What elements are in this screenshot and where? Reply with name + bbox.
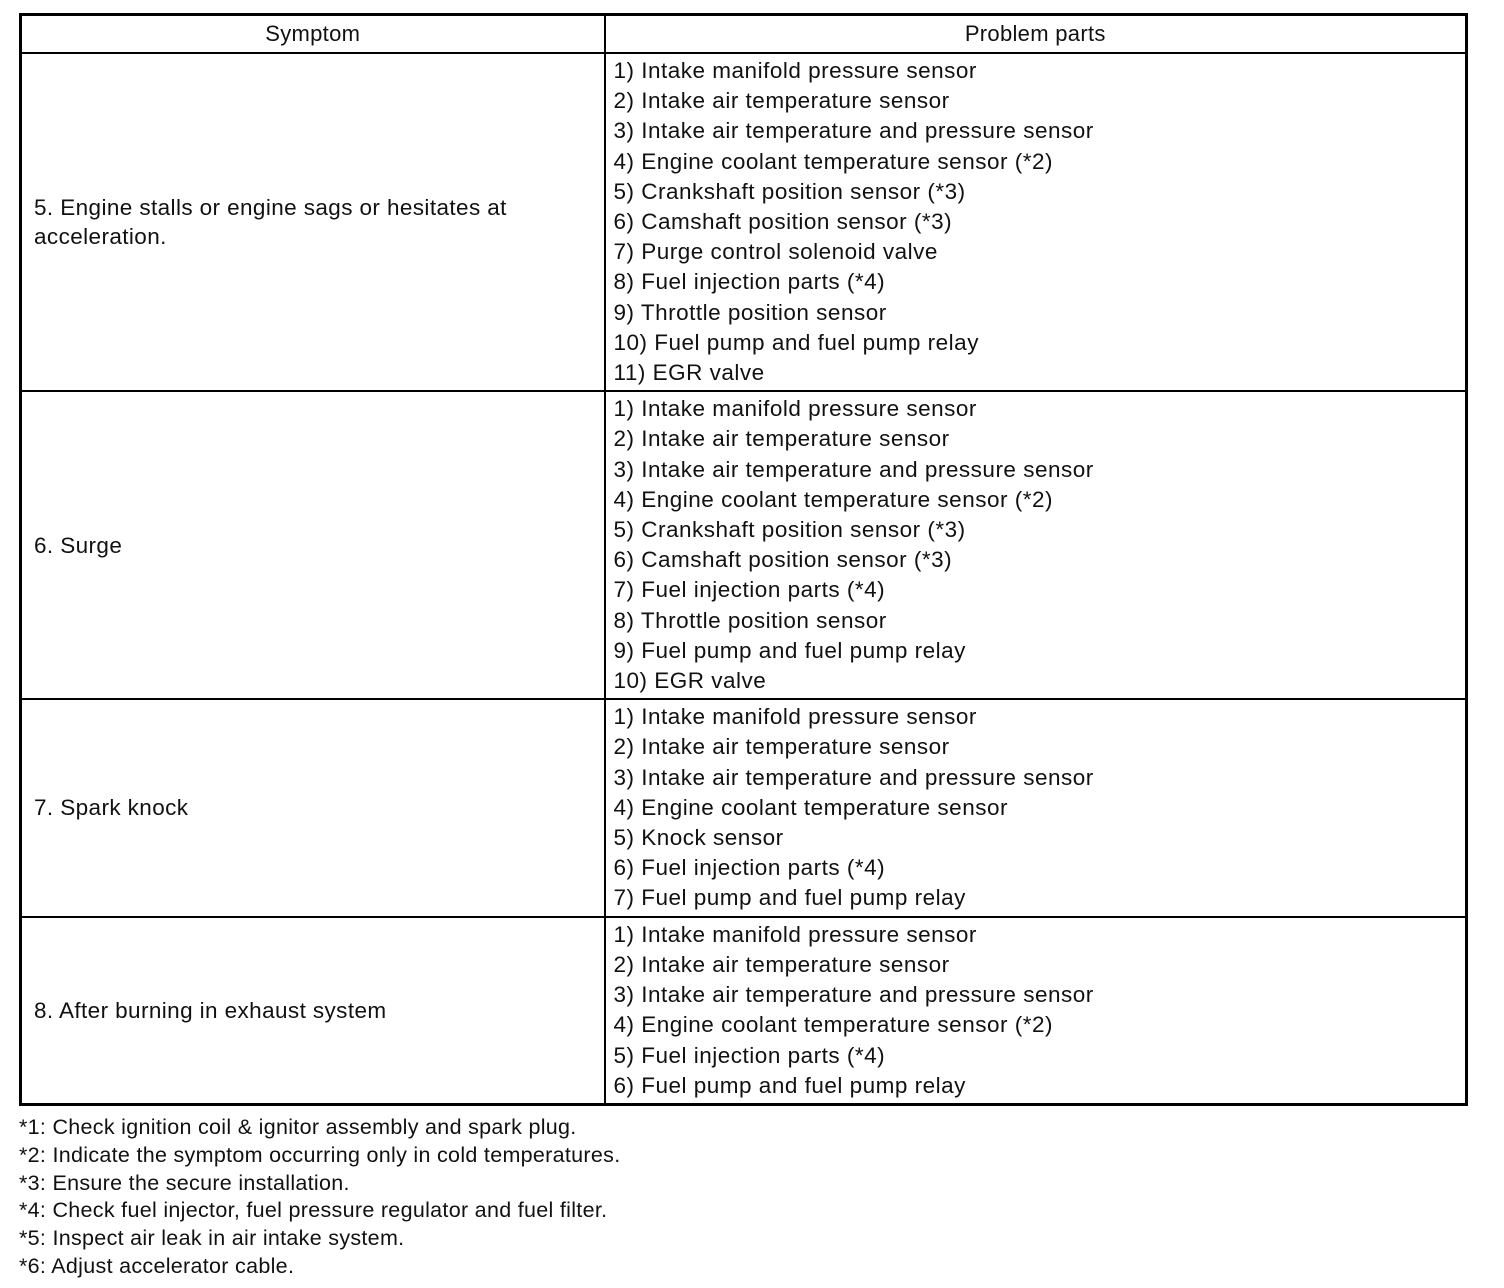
problem-part-item: 4) Engine coolant temperature sensor (*2) — [613, 486, 1053, 512]
problem-part-item: 5) Crankshaft position sensor (*3) — [613, 517, 966, 543]
problem-part-item: 2) Intake air temperature sensor — [613, 426, 950, 452]
table-body — [21, 53, 1467, 1104]
problem-part-item: 2) Intake air temperature sensor — [613, 734, 950, 760]
problem-part-item: 5) Knock sensor — [613, 825, 784, 851]
footnote-item: *1: Check ignition coil & ignitor assembly and spark plug. — [19, 1115, 577, 1139]
header-symptom: Symptom — [21, 15, 605, 54]
table-row — [21, 699, 1467, 916]
footnote-item: *2: Indicate the symptom occurring only in cold temperatures. — [19, 1142, 621, 1167]
problem-part-item: 3) Intake air temperature and pressure sensor — [613, 982, 1094, 1008]
footnote-item: *5: Inspect air leak in air intake system. — [19, 1226, 405, 1251]
symptom-cell: 6. Surge — [21, 391, 605, 699]
diagnosis-table — [19, 13, 1468, 1106]
problem-part-item: 6) Camshaft position sensor (*3) — [613, 547, 953, 573]
problem-part-item: 6) Fuel injection parts (*4) — [613, 855, 886, 881]
problem-parts-cell — [605, 53, 1467, 391]
symptom-cell: 5. Engine stalls or engine sags or hesitates at acceleration. — [21, 53, 605, 391]
problem-part-item: 6) Fuel pump and fuel pump relay — [613, 1072, 966, 1098]
problem-part-item: 9) Fuel pump and fuel pump relay — [613, 637, 966, 663]
problem-part-item: 3) Intake air temperature and pressure sensor — [613, 118, 1094, 144]
problem-part-item: 7) Purge control solenoid valve — [613, 239, 938, 265]
problem-part-item: 7) Fuel pump and fuel pump relay — [613, 885, 966, 911]
problem-part-item: 4) Engine coolant temperature sensor — [613, 794, 1008, 820]
problem-parts-list — [614, 920, 1458, 1101]
symptom-cell: 7. Spark knock — [21, 699, 605, 916]
problem-part-item: 3) Intake air temperature and pressure sensor — [613, 764, 1094, 790]
problem-part-item: 2) Intake air temperature sensor — [613, 88, 950, 114]
header-problem-parts: Problem parts — [605, 15, 1467, 54]
problem-part-item: 10) Fuel pump and fuel pump relay — [613, 329, 979, 355]
problem-parts-cell — [605, 391, 1467, 699]
problem-parts-list — [614, 394, 1458, 696]
symptom-cell: 8. After burning in exhaust system — [21, 917, 605, 1105]
problem-part-item: 4) Engine coolant temperature sensor (*2) — [613, 1012, 1053, 1038]
problem-part-item: 10) EGR valve — [613, 668, 767, 694]
problem-part-item: 5) Crankshaft position sensor (*3) — [613, 178, 966, 204]
problem-part-item: 8) Fuel injection parts (*4) — [613, 269, 886, 295]
problem-part-item: 1) Intake manifold pressure sensor — [613, 704, 977, 730]
problem-part-item: 4) Engine coolant temperature sensor (*2) — [613, 148, 1053, 174]
table-row — [21, 391, 1467, 699]
problem-parts-cell — [605, 917, 1467, 1105]
footnote-item: *4: Check fuel injector, fuel pressure regulator and fuel filter. — [19, 1198, 608, 1223]
footnote-item: *6: Adjust accelerator cable. — [19, 1253, 295, 1278]
problem-part-item: 1) Intake manifold pressure sensor — [613, 58, 977, 83]
table-row — [21, 917, 1467, 1105]
footnote-item: *3: Ensure the secure installation. — [19, 1170, 350, 1195]
footnotes-list — [19, 1114, 620, 1281]
problem-part-item: 8) Throttle position sensor — [613, 607, 887, 633]
problem-part-item: 1) Intake manifold pressure sensor — [613, 921, 977, 947]
problem-parts-list — [614, 56, 1458, 388]
problem-part-item: 2) Intake air temperature sensor — [613, 951, 950, 977]
table-row — [21, 53, 1467, 391]
problem-part-item: 11) EGR valve — [613, 360, 765, 386]
problem-part-item: 9) Throttle position sensor — [613, 299, 887, 325]
problem-parts-cell — [605, 699, 1467, 916]
problem-part-item: 5) Fuel injection parts (*4) — [613, 1042, 886, 1068]
problem-part-item: 3) Intake air temperature and pressure sensor — [613, 456, 1094, 482]
table-header-row — [21, 15, 1467, 54]
problem-part-item: 7) Fuel injection parts (*4) — [613, 577, 886, 603]
problem-part-item: 6) Camshaft position sensor (*3) — [613, 209, 953, 235]
problem-part-item: 1) Intake manifold pressure sensor — [613, 396, 977, 422]
problem-parts-list — [614, 702, 1458, 913]
